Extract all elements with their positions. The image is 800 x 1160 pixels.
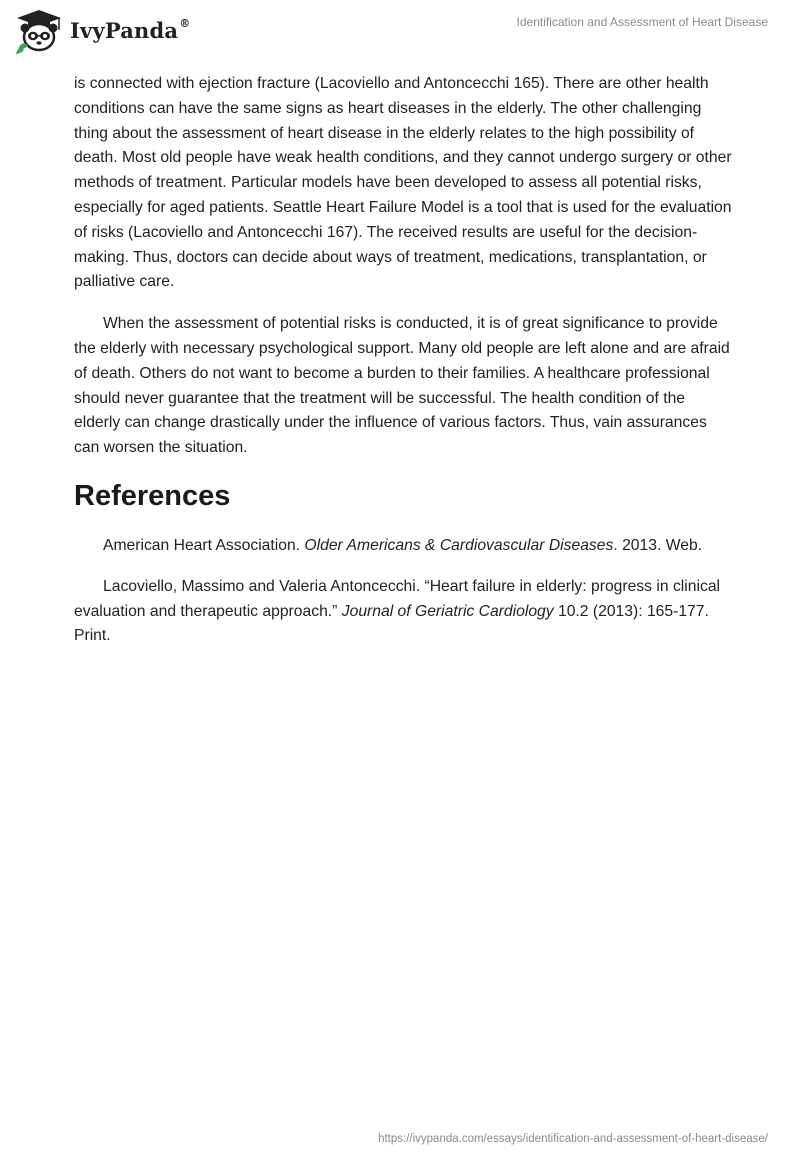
reference-text: 10.2 (2013): 165-177. Print. [74,602,709,645]
reference-text: American Heart Association. [103,536,305,554]
reference-entry [74,534,734,559]
document-body [74,72,734,665]
body-paragraph: When the assessment of potential risks is conducted, it is of great significance to provide the elderly with necessary psychological support. Many old people are left alone and are afraid of death. Others do not want to become a burden to their families. A healthcare professional should never guarantee that the treatment will be successful. The health condition of the elderly can change drastically under the influence of various factors. Thus, vain assurances can worsen the situation. [74,315,730,457]
reference-entry [74,575,734,649]
body-paragraph: is connected with ejection fracture (Lacoviello and Antoncecchi 165). There are other health conditions can have the same signs as heart diseases in the elderly. The other challenging thing about the assessment of heart disease in the elderly relates to the high possibility of death. Most old people have weak health conditions, and they cannot undergo surgery or other methods of treatment. Particular models have been developed to assess all potential risks, especially for aged patients. Seattle Heart Failure Model is a tool that is used for the evaluation of risks (Lacoviello and Antoncecchi 167). The received results are useful for the decision-making. Thus, doctors can decide about ways of treatment, medications, transplantation, or palliative care. [74,75,732,291]
logo-wordmark: IvyPanda® [70,16,191,43]
panda-graduate-icon [14,8,64,54]
ivypanda-logo[interactable] [14,8,190,54]
reference-text: Lacoviello, Massimo and Valeria Antoncecchi. “Heart failure in elderly: progress in clinical evaluation and therapeutic approach.” [74,577,721,620]
registered-mark: ® [179,16,191,30]
source-url[interactable]: https://ivypanda.com/essays/identification-and-assessment-of-heart-disease/ [378,1133,768,1145]
page-header [0,0,800,64]
references-heading: References [74,479,231,512]
reference-title: Older Americans & Cardiovascular Diseases [304,536,614,554]
reference-title: Journal of Geriatric Cardiology [341,602,554,620]
reference-text: . 2013. Web. [613,536,703,554]
running-title: Identification and Assessment of Heart Disease [516,15,768,29]
